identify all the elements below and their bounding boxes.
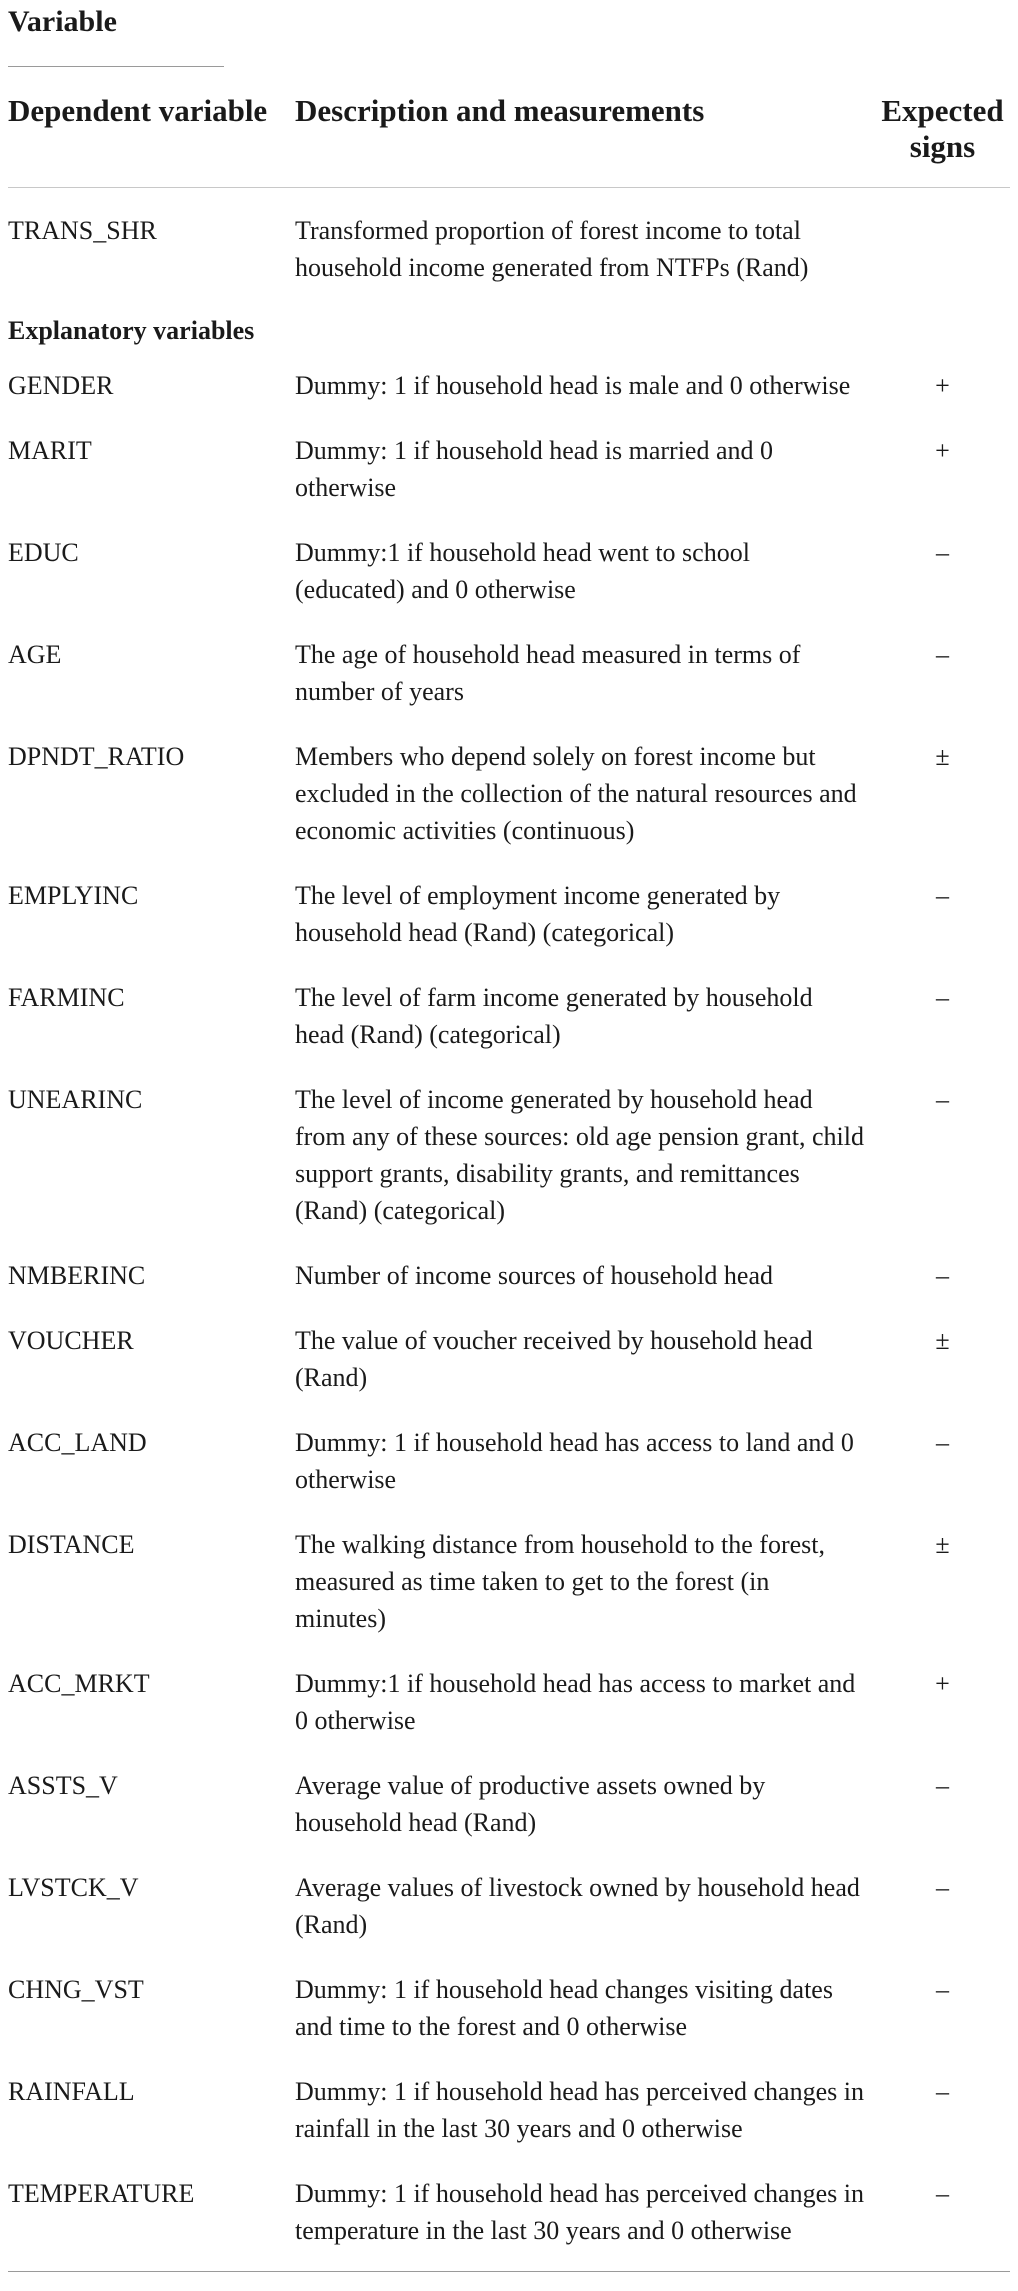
section-row [8,302,1010,355]
cell-description: Dummy: 1 if household head has access to land and 0 otherwise [295,1428,854,1494]
variables-table-page [8,0,1010,2272]
section-empty [875,302,1010,355]
cell-description: The level of farm income generated by household head (Rand) (categorical) [295,983,813,1049]
cell-description: The value of voucher received by household head (Rand) [295,1326,813,1392]
cell-variable: FARMINC [8,983,125,1012]
cell-description: Number of income sources of household head [295,1261,773,1290]
cell-description: Dummy: 1 if household head changes visiting dates and time to the forest and 0 otherwise [295,1975,833,2041]
variables-table [8,67,1010,2272]
cell-variable: NMBERINC [8,1261,146,1290]
table-row [8,1755,1010,1857]
cell-description: Dummy: 1 if household head is married and 0 otherwise [295,436,774,502]
cell-description: Transformed proportion of forest income to total household income generated from NTFPs (Rand) [295,216,809,282]
section-label: Explanatory variables [8,316,255,345]
table-row [8,522,1010,624]
cell-sign [875,188,1010,303]
table-row [8,967,1010,1069]
cell-variable: ASSTS_V [8,1771,118,1800]
table-row [8,2061,1010,2163]
table-row [8,865,1010,967]
cell-variable: DPNDT_RATIO [8,742,185,771]
cell-description: Dummy: 1 if household head is male and 0 otherwise [295,371,851,400]
cell-sign: – [936,538,949,567]
cell-sign: – [936,1975,949,2004]
table-row [8,1959,1010,2061]
table-row [8,1245,1010,1310]
cell-description: The age of household head measured in terms of number of years [295,640,801,706]
cell-variable: VOUCHER [8,1326,134,1355]
cell-variable: MARIT [8,436,92,465]
cell-variable: CHNG_VST [8,1975,144,2004]
cell-variable: AGE [8,640,62,669]
table-row [8,2163,1010,2272]
cell-sign: + [935,1669,950,1698]
cell-sign: – [936,2077,949,2106]
header-signs: Expected signs [875,67,1010,188]
cell-sign: – [936,640,949,669]
cell-sign: ± [935,1530,950,1559]
cell-description: Average values of livestock owned by household head (Rand) [295,1873,860,1939]
table-row [8,420,1010,522]
cell-sign: – [936,881,949,910]
cell-sign: ± [935,1326,950,1355]
cell-variable: UNEARINC [8,1085,143,1114]
cell-description: Dummy:1 if household head went to school (educated) and 0 otherwise [295,538,750,604]
cell-variable: DISTANCE [8,1530,135,1559]
table-row [8,1857,1010,1959]
table-row [8,1514,1010,1653]
table-row [8,1412,1010,1514]
cell-sign: – [936,983,949,1012]
table-title: Variable [8,5,117,38]
section-empty [295,302,875,355]
cell-variable: TEMPERATURE [8,2163,295,2272]
cell-sign: + [935,436,950,465]
cell-variable: ACC_LAND [8,1428,147,1457]
cell-variable: ACC_MRKT [8,1669,150,1698]
table-row [8,1069,1010,1245]
table-row [8,1653,1010,1755]
cell-sign: ± [935,742,950,771]
header-row [8,67,1010,188]
cell-description: The level of employment income generated by household head (Rand) (categorical) [295,881,781,947]
cell-variable: LVSTCK_V [8,1873,139,1902]
cell-sign: – [936,1428,949,1457]
cell-sign: – [936,1085,949,1114]
cell-sign: – [936,1771,949,1800]
header-description: Description and measurements [295,67,875,188]
cell-description: Members who depend solely on forest income but excluded in the collection of the natural resources and economic activities (continuous) [295,742,857,845]
cell-sign: + [935,371,950,400]
cell-description: Dummy: 1 if household head has perceived changes in rainfall in the last 30 years and 0 otherwise [295,2077,864,2143]
cell-description: The level of income generated by household head from any of these sources: old age pension grant, child support grants, disability grants, and remittances (Rand) (categorical) [295,1085,864,1225]
cell-variable: GENDER [8,371,114,400]
cell-description: Average value of productive assets owned by household head (Rand) [295,1771,766,1837]
cell-sign: – [936,1873,949,1902]
cell-variable: TRANS_SHR [8,216,157,245]
cell-description: The walking distance from household to the forest, measured as time taken to get to the forest (in minutes) [295,1530,825,1633]
cell-variable: RAINFALL [8,2077,135,2106]
table-row [8,355,1010,420]
table-row [8,624,1010,726]
cell-sign: – [875,2163,1010,2272]
table-row [8,188,1010,303]
cell-description: Dummy: 1 if household head has perceived changes in temperature in the last 30 years and 0 otherwise [295,2163,875,2272]
cell-variable: EMPLYINC [8,881,139,910]
cell-description: Dummy:1 if household head has access to market and 0 otherwise [295,1669,856,1735]
table-row [8,726,1010,865]
cell-variable: EDUC [8,538,79,567]
table-body [8,188,1010,2272]
table-row [8,1310,1010,1412]
cell-sign: – [936,1261,949,1290]
header-dependent: Dependent variable [8,67,295,188]
